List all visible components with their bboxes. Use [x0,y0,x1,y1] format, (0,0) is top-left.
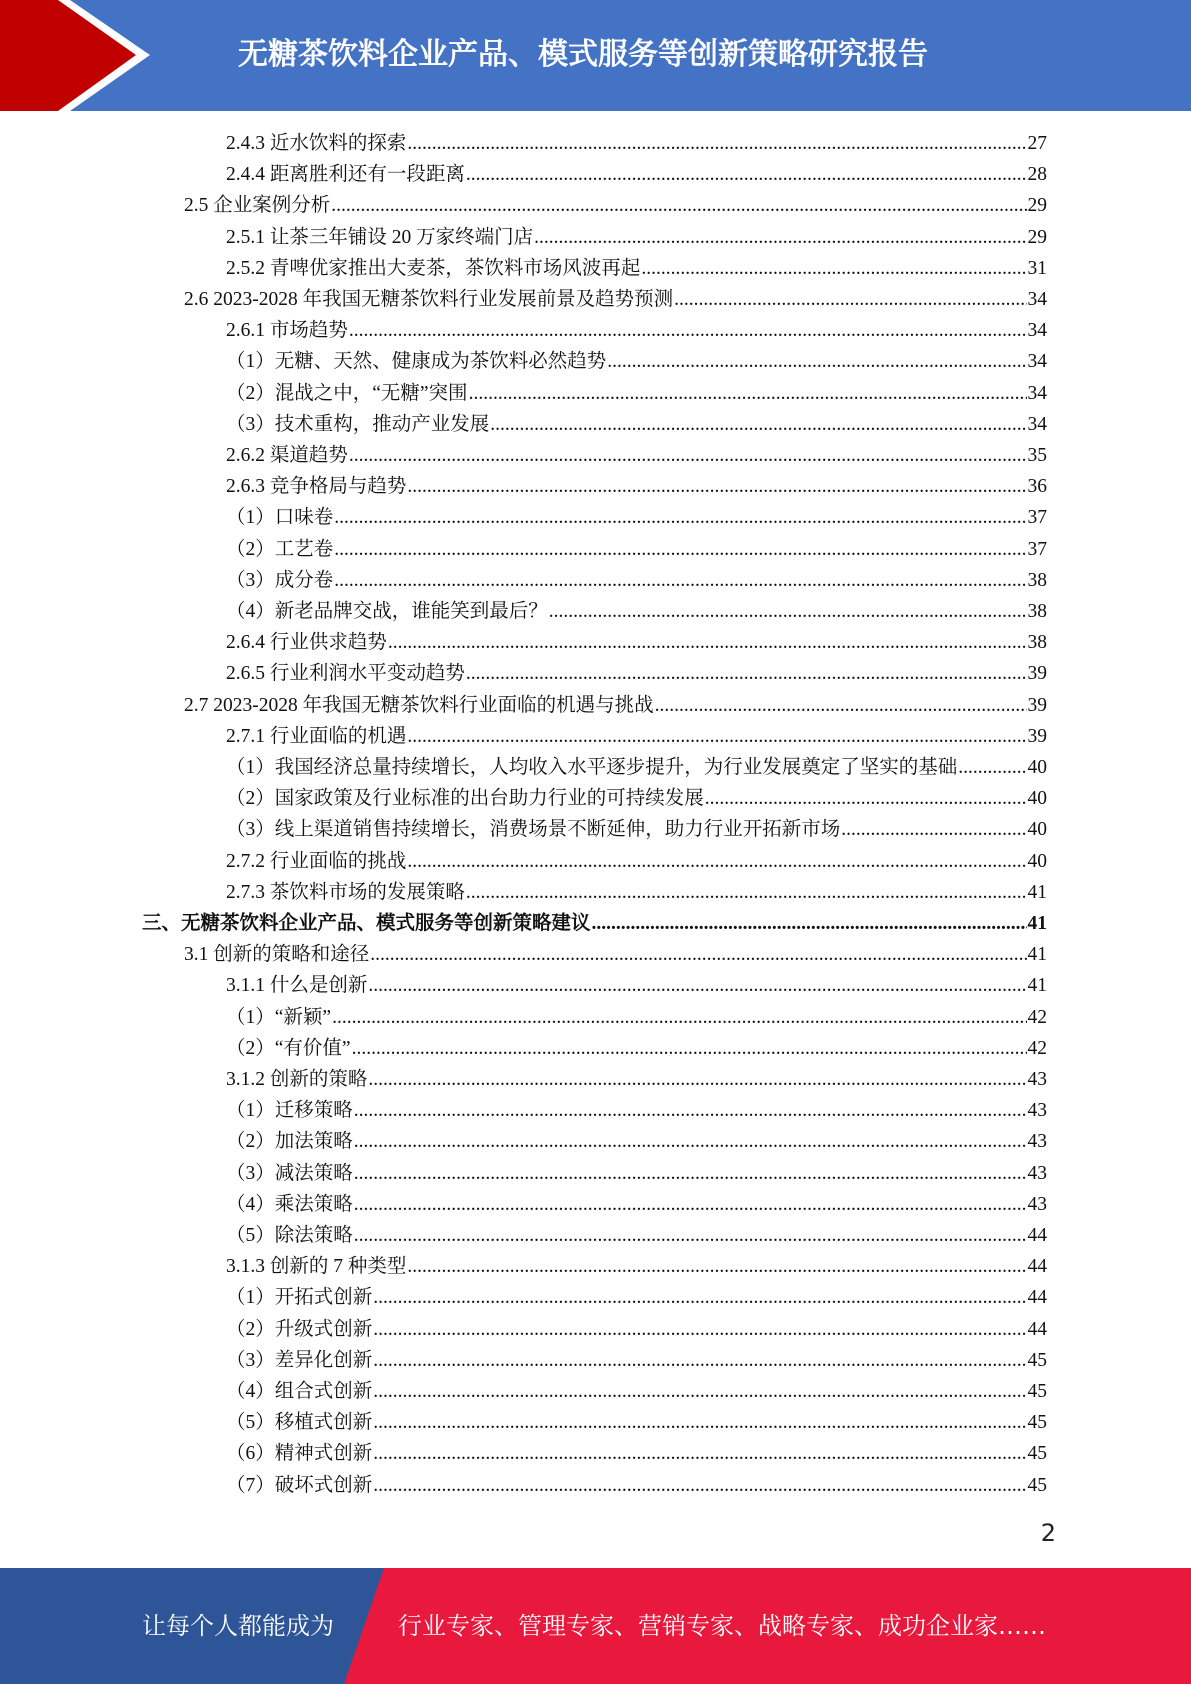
toc-entry-page: 43 [1027,1069,1047,1090]
page-header [0,0,1191,111]
toc-entry[interactable] [226,1251,1047,1282]
toc-entry[interactable] [226,1314,1047,1345]
toc-entry-title: 3.1.2 创新的策略 [226,1069,368,1090]
toc-entry[interactable] [226,1158,1047,1189]
toc-dot-leader [466,159,1027,190]
toc-entry[interactable] [184,284,1047,315]
toc-dot-leader [549,596,1027,627]
toc-entry-page: 42 [1027,1006,1047,1028]
toc-dot-leader [592,908,1027,939]
toc-dot-leader [334,534,1026,565]
toc-entry-page: 27 [1027,133,1047,154]
toc-entry[interactable] [226,471,1047,502]
toc-dot-leader [407,1251,1026,1282]
toc-dot-leader [641,253,1026,284]
toc-dot-leader [373,1407,1026,1438]
toc-entry-page: 43 [1027,1131,1047,1153]
toc-dot-leader [469,378,1027,409]
toc-dot-leader [534,222,1026,253]
chevron-arrow-icon [0,0,160,111]
toc-entry-title: （6）精神式创新 [226,1443,373,1465]
toc-entry-title: 2.7.3 茶饮料市场的发展策略 [226,881,465,903]
toc-dot-leader [407,721,1026,752]
toc-entry-title: 2.6.5 行业利润水平变动趋势 [226,663,465,685]
toc-dot-leader [368,970,1026,1001]
toc-dot-leader [407,128,1026,159]
toc-entry[interactable] [226,409,1047,440]
toc-dot-leader [349,315,1027,346]
toc-dot-leader [407,846,1026,877]
toc-entry-page: 45 [1027,1349,1047,1371]
toc-dot-leader [674,284,1026,315]
toc-entry-title: （3）技术重构，推动产业发展 [226,413,490,435]
toc-entry-page: 38 [1027,601,1047,622]
toc-dot-leader [373,1314,1026,1345]
toc-entry-page: 42 [1027,1037,1047,1059]
toc-entry-page: 37 [1027,507,1047,529]
footer-slogan-left: 让每个人都能成为 [142,1612,334,1640]
toc-entry-page: 41 [1027,944,1047,966]
page-footer [0,1568,1191,1684]
toc-entry-title: （1）迁移策略 [226,1100,353,1122]
toc-entry-title: 3.1.1 什么是创新 [226,975,368,997]
toc-dot-leader [958,752,1026,783]
toc-dot-leader [655,690,1027,721]
toc-entry[interactable] [226,627,1047,658]
toc-entry-title: （1）我国经济总量持续增长，人均收入水平逐步提升，为行业发展奠定了坚实的基础 [226,757,958,778]
toc-dot-leader [349,440,1027,471]
toc-entry-title: 2.6.2 渠道趋势 [226,445,348,466]
toc-dot-leader [373,1376,1026,1407]
footer-slogan-right: 行业专家、管理专家、营销专家、战略专家、成功企业家…… [398,1612,1046,1640]
toc-dot-leader [705,783,1027,814]
toc-entry-title: （3）差异化创新 [226,1349,373,1371]
toc-entry-title: （1）“新颖” [226,1006,332,1028]
toc-entry-page: 43 [1027,1162,1047,1184]
toc-entry[interactable] [226,1002,1047,1033]
toc-entry-title: 3.1.3 创新的 7 种类型 [226,1256,407,1278]
toc-dot-leader [354,1189,1027,1220]
toc-dot-leader [373,1470,1026,1501]
toc-dot-leader [331,190,1026,221]
toc-dot-leader [334,565,1026,596]
toc-entry-page: 31 [1027,257,1047,279]
toc-entry[interactable] [226,159,1047,190]
toc-entry[interactable] [226,1407,1047,1438]
toc-entry-page: 45 [1027,1412,1047,1434]
toc-entry-page: 43 [1027,1100,1047,1122]
toc-entry-page: 29 [1027,195,1047,217]
toc-entry[interactable] [226,1126,1047,1157]
toc-dot-leader [354,1220,1027,1251]
toc-entry[interactable] [226,378,1047,409]
toc-dot-leader [352,1033,1027,1064]
toc-entry-page: 36 [1027,476,1047,498]
toc-entry-title: （2）“有价值” [226,1037,351,1059]
toc-entry[interactable] [226,315,1047,346]
toc-dot-leader [841,814,1026,845]
toc-entry-title: 3.1 创新的策略和途径 [184,944,370,966]
toc-entry-title: （1）无糖、天然、健康成为茶饮料必然趋势 [226,351,607,373]
toc-entry-page: 39 [1027,694,1047,716]
toc-entry[interactable] [226,346,1047,377]
toc-entry-title: （4）组合式创新 [226,1381,373,1402]
toc-entry[interactable] [226,440,1047,471]
toc-entry[interactable] [184,690,1047,721]
toc-entry-page: 40 [1027,788,1047,810]
toc-entry[interactable] [184,939,1047,970]
toc-entry-title: （5）移植式创新 [226,1412,373,1434]
toc-entry-title: （1）开拓式创新 [226,1287,373,1309]
toc-dot-leader [490,409,1026,440]
toc-entry-page: 28 [1027,164,1047,186]
toc-entry-title: 三、无糖茶饮料企业产品、模式服务等创新策略建议 [142,913,591,934]
toc-entry[interactable] [226,1189,1047,1220]
toc-entry-page: 45 [1027,1381,1047,1402]
toc-entry[interactable] [226,565,1047,596]
page-number: 2 [1040,1519,1056,1547]
toc-entry[interactable] [226,814,1047,845]
toc-entry-page: 40 [1027,819,1047,841]
toc-entry-page: 45 [1027,1443,1047,1465]
toc-entry-page: 40 [1027,757,1047,778]
toc-entry-title: （4）新老品牌交战，谁能笑到最后？ [226,601,548,622]
toc-entry-title: 2.6.4 行业供求趋势 [226,632,387,654]
toc-entry-page: 44 [1027,1256,1047,1278]
toc-entry[interactable] [226,970,1047,1001]
toc-entry-title: 2.5 企业案例分析 [184,195,331,217]
toc-entry[interactable] [226,222,1047,253]
toc-dot-leader [370,939,1026,970]
toc-entry-page: 37 [1027,538,1047,560]
toc-entry-title: 2.5.2 青啤优家推出大麦茶，茶饮料市场风波再起 [226,257,641,279]
toc-dot-leader [354,1126,1027,1157]
toc-entry-title: 2.6.3 竞争格局与趋势 [226,476,407,498]
toc-dot-leader [407,471,1026,502]
toc-entry[interactable] [226,1282,1047,1313]
toc-entry-page: 34 [1027,413,1047,435]
toc-entry-title: （4）乘法策略 [226,1193,353,1215]
toc-entry-page: 29 [1027,226,1047,248]
toc-entry[interactable] [226,1064,1047,1095]
toc-entry[interactable] [226,128,1047,159]
toc-entry-page: 40 [1027,850,1047,872]
toc-entry-page: 41 [1027,913,1047,934]
toc-entry-page: 34 [1027,320,1047,342]
toc-entry[interactable] [226,752,1047,783]
toc-entry[interactable] [226,1470,1047,1501]
toc-entry[interactable] [226,1376,1047,1407]
toc-entry[interactable] [184,190,1047,221]
toc-entry[interactable] [226,534,1047,565]
toc-entry-title: （2）混战之中，“无糖”突围 [226,382,468,404]
toc-entry[interactable] [226,253,1047,284]
report-title: 无糖茶饮料企业产品、模式服务等创新策略研究报告 [238,37,928,72]
toc-entry-page: 41 [1027,881,1047,903]
toc-entry-page: 35 [1027,445,1047,466]
toc-entry-page: 39 [1027,663,1047,685]
toc-entry-title: （1）口味卷 [226,507,334,529]
toc-entry-title: 2.4.4 距离胜利还有一段距离 [226,164,465,186]
toc-entry[interactable] [142,908,1047,939]
toc-entry-title: （3）成分卷 [226,569,334,591]
toc-entry-page: 43 [1027,1193,1047,1215]
toc-entry[interactable] [226,1095,1047,1126]
toc-dot-leader [373,1345,1026,1376]
toc-dot-leader [373,1438,1026,1469]
toc-entry-page: 44 [1027,1225,1047,1246]
toc-entry[interactable] [226,846,1047,877]
toc-entry[interactable] [226,502,1047,533]
toc-entry-page: 38 [1027,632,1047,654]
toc-entry-title: 2.4.3 近水饮料的探索 [226,133,407,154]
toc-entry-title: 2.7.2 行业面临的挑战 [226,850,407,872]
toc-entry-title: 2.7.1 行业面临的机遇 [226,725,407,747]
toc-entry-page: 34 [1027,382,1047,404]
toc-entry-page: 34 [1027,289,1047,310]
toc-entry[interactable] [226,1033,1047,1064]
toc-dot-leader [332,1002,1026,1033]
toc-entry[interactable] [226,877,1047,908]
toc-entry-page: 44 [1027,1287,1047,1309]
toc-entry-page: 38 [1027,569,1047,591]
toc-entry-page: 44 [1027,1318,1047,1340]
toc-entry-page: 41 [1027,975,1047,997]
toc-dot-leader [607,346,1026,377]
toc-entry-title: 2.5.1 让茶三年铺设 20 万家终端门店 [226,226,534,248]
toc-dot-leader [373,1282,1026,1313]
toc-entry-title: 2.6.1 市场趋势 [226,320,348,342]
toc-entry-page: 39 [1027,725,1047,747]
toc-entry-title: （3）线上渠道销售持续增长，消费场景不断延伸，助力行业开拓新市场 [226,819,841,841]
toc-entry-title: （2）工艺卷 [226,538,334,560]
toc-dot-leader [354,1095,1027,1126]
toc-entry-page: 34 [1027,351,1047,373]
toc-dot-leader [466,658,1027,689]
toc-entry-page: 45 [1027,1474,1047,1496]
toc-entry[interactable] [226,658,1047,689]
toc-entry[interactable] [226,1345,1047,1376]
toc-entry[interactable] [226,596,1047,627]
toc-entry-title: （2）国家政策及行业标准的出台助力行业的可持续发展 [226,788,704,810]
toc-entry-title: （7）破坏式创新 [226,1474,373,1496]
toc-dot-leader [368,1064,1026,1095]
toc-entry[interactable] [226,1438,1047,1469]
toc-entry-title: 2.7 2023-2028 年我国无糖茶饮料行业面临的机遇与挑战 [184,694,654,716]
toc-entry[interactable] [226,783,1047,814]
toc-entry-title: （2）升级式创新 [226,1318,373,1340]
toc-dot-leader [354,1158,1027,1189]
toc-entry-title: （2）加法策略 [226,1131,353,1153]
toc-dot-leader [388,627,1027,658]
toc-entry-title: （5）除法策略 [226,1225,353,1246]
toc-entry[interactable] [226,1220,1047,1251]
toc-dot-leader [334,502,1026,533]
toc-entry-title: 2.6 2023-2028 年我国无糖茶饮料行业发展前景及趋势预测 [184,289,674,310]
toc-entry-title: （3）减法策略 [226,1162,353,1184]
toc-entry[interactable] [226,721,1047,752]
toc-dot-leader [466,877,1027,908]
